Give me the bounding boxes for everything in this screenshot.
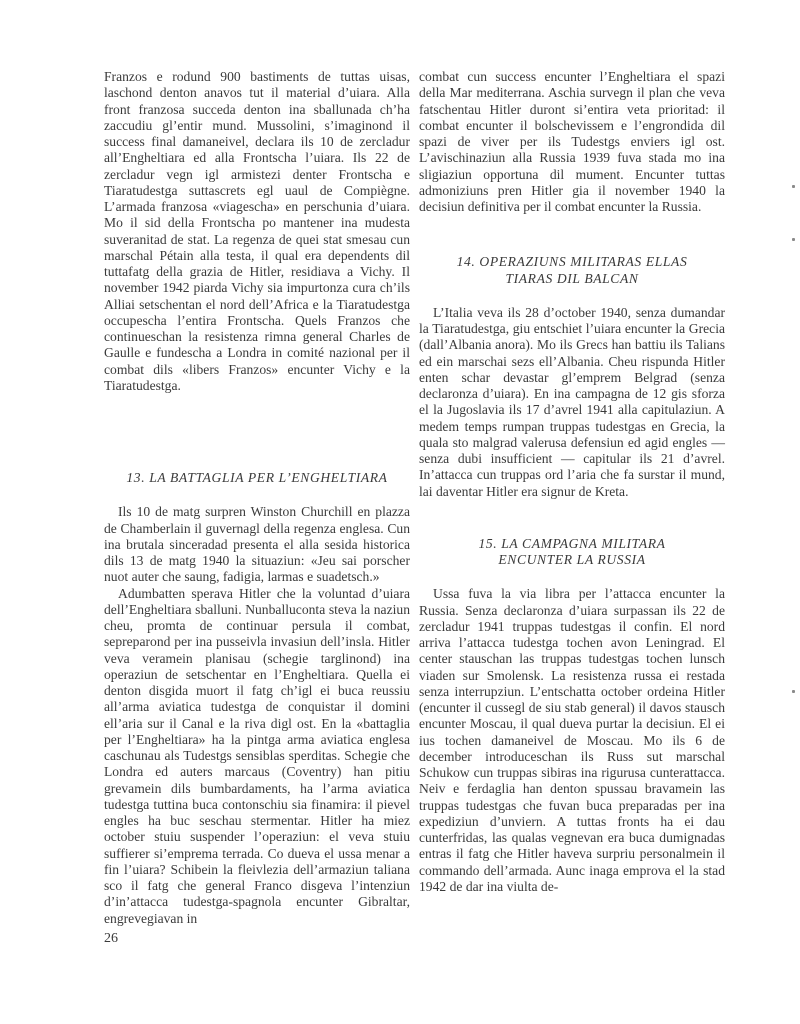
section-heading-14-line-2: TIARAS DIL BALCAN [505,270,639,286]
section-13-paragraph-1: Ils 10 de matg surpren Winston Churchill en plazza de Chamberlain il guvernagl della regenza englesa. Cun ina brutala sinceradad presenta el alla sesida historica dils 13 de matg 1940 la situaziun: «Jeu sai porscher nuot auter che saung, fadigia, larmas e suadetsch.» [104,504,410,585]
section-heading-15-line-2: ENCUNTER LA RUSSIA [498,552,646,567]
section-heading-14 [419,254,725,287]
continued-paragraph: Franzos e rodund 900 bastiments de tuttas uisas, laschond denton anavos tut il material d’uiara. Alla front franzosa succeda denton ina sballunada ch’ha zaccudiu gl’entir mund. Mussolini, s’imaginond il success final damaneivel, declara ils 10 de zercladur all’Engheltiara ed alla Frontscha l’uiara. Ils 22 de zercladur vegn igl armistezi denter Frontscha e Tiaratudestga suttascrets egl uaul de Compiègne. L’armada franzosa «viagescha» en perschunia d’uiara. Mo il sid della Frontscha po mantener ina mudesta suveranitad de stat. La regenza de quei stat smesau cun marschal Pétain alla testa, il qual era dependents dil tuttafatg della grazia de Hitler, residiava a Vichy. Il november 1942 piarda Vichy sia impurtonza cura ch’ils Alliai setschentan el nord dell’Africa e la Tiaratudestga occupescha l’entira Frontscha. Quels Franzos che continueschan la resistenza rimna general Charles de Gaulle e fundescha a Londra in comité nazional per il combat dils «libers Franzos» encunter Vichy e la Tiaratudestga. [104,69,410,393]
section-heading-14-line-1: 14. OPERAZIUNS MILITARAS ELLAS [456,254,688,270]
section-heading-13: 13. LA BATTAGLIA PER L’ENGHELTIARA [126,470,388,485]
left-column [104,69,410,927]
scan-speck [792,690,795,693]
section-heading-15 [419,536,725,569]
section-14-paragraph: L’Italia veva ils 28 d’october 1940, senza dumandar la Tiaratudestga, giu entschiet l’uiara encunter la Grecia (dall’Albania anora). Mo ils Grecs han battiu ils Talians ed ein marschai sezs ell’Albania. Cheu rispunda Hitler enten schar devastar gl’emprem Belgrad (senza declaronza d’uiara). En ina campagna de 12 gis sforza el la Jugoslavia ils 17 d’avrel 1941 alla capitulaziun. A medem temps rumpan truppas tudestgas en Grecia, la quala sto malgrad valerusa defensiun ed agid engles — senza dubi insufficient — capitular ils 21 d’avrel. In’attacca cun truppas ord l’aria che fa surstar il mund, lai daventar Hitler era signur de Kreta. [419,304,725,499]
continued-paragraph: combat cun success encunter l’Engheltiara el spazi della Mar mediterrana. Aschia survegn il plan che veva fatschentau Hitler duront si’entira veta prioritad: il combat encunter il bolschevissem e l’engrondida dil spazi de viver per ils Tudestgs enviers igl ost. L’avischinaziun alla Russia 1939 fuva stada mo ina sligiaziun opportuna dil mument. Encunter tuttas admoniziuns pren Hitler gia il november 1940 la decisiun definitiva per il combat encunter la Russia. [419,69,725,214]
right-column [419,69,725,895]
scan-speck [792,238,795,241]
section-13-paragraph-2: Adumbatten sperava Hitler che la voluntad d’uiara dell’Engheltiara sballuni. Nunballuconta steva la naziun cheu, promta de continuar persula il combat, sepreparond per ina pusseivla invasiun dell’insla. Hitler veva veramein planisau (schegie targlinond) ina operaziun de setschentar en l’Engheltiara. Quella ei denton disgida muort il fatg ch’igl ei buca reussiu all’arma aviatica tudestga de conquistar il domini ell’aria sur il Canal e la riva digl ost. En la «battaglia per l’Engheltiara» ha la pintga arma aviatica englesa caschunau als Tudestgs sensiblas sperditas. Schegie che Londra ed auters marcaus (Coventry) han pitiu grevamein dils bumbardaments, ha l’arma aviatica tudestga tuttina buca contonschiu sia finamira: il pievel engles ha buc seschau stermentar. Hitler ha miez october stuiu suspender l’operaziun: el veva stuiu suffierer si’emprema terrada. Co dueva el ussa menar a fin l’uiara? Schibein la fleivlezia dell’armaziun taliana sco il fatg che general Franco disgeva l’intenziun d’in’attacca tudestga-spagnola encunter Gibraltar, engrevegiavan in [104,585,410,926]
section-heading-15-line-1: 15. LA CAMPAGNA MILITARA [478,535,666,551]
scan-speck [792,185,795,188]
page-number: 26 [104,931,118,946]
section-15-paragraph: Ussa fuva la via libra per l’attacca encunter la Russia. Senza declaronza d’uiara surpassan ils 22 de zercladur 1941 truppas tudestgas il confin. El nord arriva l’attacca tudestga tochen avon Leningrad. El center stauschan las truppas tudestgas tochen lunsch viaden sur Smolensk. La resistenza russa ei restada senza interrupziun. L’entschatta october ordeina Hitler (encunter il cussegl de siu stab general) il davos stausch encunter Moscau, il qual dueva purtar la decisiun. El ei ius tochen damaneivel de Moscau. Mo ils 6 de december introduceschan ils Russ sut marschal Schukow cun truppas sibiras ina rigurusa cunterattacca. Neiv e ferdaglia han denton spussau bravamein las truppas tudestgas che fuvan buca preparadas per ina expediziun d’unviern. A tuttas fronts ha ei dau cunterfridas, las qualas vegnevan era buca dumignadas entras il fatg che Hitler haveva surpriu personalmein il commando dell’armada. Aunc inaga emprova el la stad 1942 de dar ina viulta de- [419,586,725,894]
